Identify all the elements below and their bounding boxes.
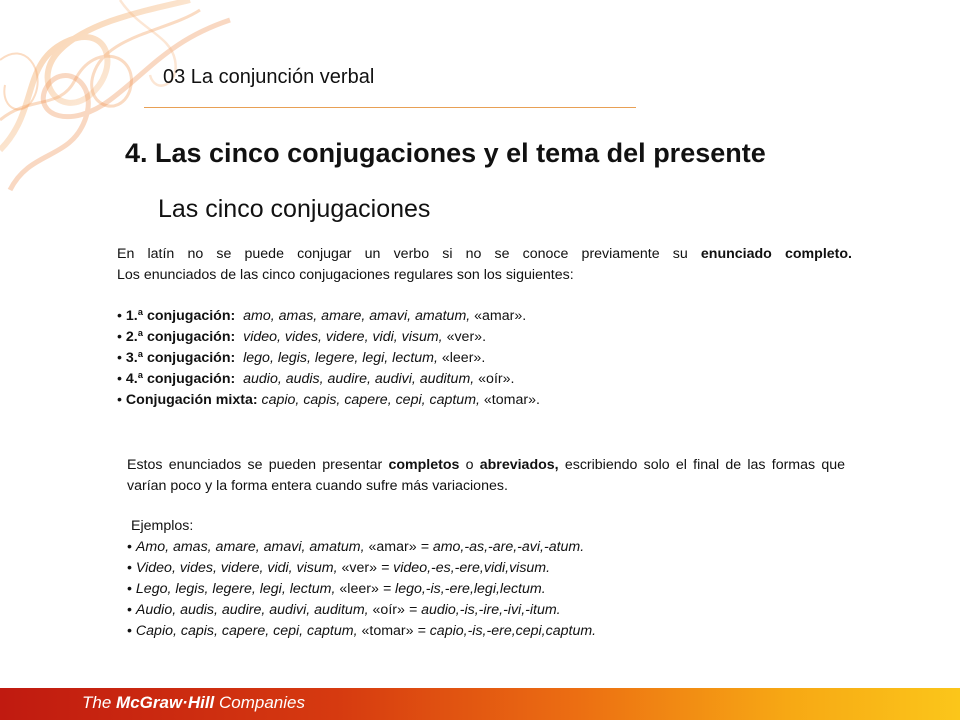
section-subtitle: Las cinco conjugaciones: [158, 195, 431, 223]
intro-emphasis: enunciado completo.: [700, 246, 852, 262]
conjugation-meaning: «ver».: [446, 329, 487, 345]
logo-suffix: Companies: [214, 693, 305, 712]
example-short: = capio,-is,-ere,cepi,captum.: [417, 623, 597, 639]
example-short: = audio,-is,-ire,-ivi,-itum.: [408, 602, 561, 618]
page-title: 4. Las cinco conjugaciones y el tema del presente: [125, 138, 766, 168]
presentation-text: escribiendo solo el final de las formas que varían poco y la forma entera cuando sufre más variaciones.: [127, 457, 846, 494]
conjugation-forms: audio, audis, audire, audivi, auditum,: [243, 371, 475, 387]
list-item: • 4.ª conjugación: audio, audis, audire, audivi, auditum, «oír».: [117, 371, 515, 387]
presentation-emphasis: completos: [388, 457, 460, 473]
list-item: • 2.ª conjugación: video, vides, videre, vidi, visum, «ver».: [117, 329, 487, 345]
list-item: • Amo, amas, amare, amavi, amatum, «amar» = amo,-as,-are,-avi,-atum.: [127, 539, 585, 555]
conjugation-label: 3.ª conjugación:: [125, 350, 236, 366]
conjugation-forms: video, vides, videre, vidi, visum,: [243, 329, 443, 345]
example-full: Capio, capis, capere, cepi, captum,: [135, 623, 358, 639]
example-full: Lego, legis, legere, legi, lectum,: [135, 581, 336, 597]
chapter-label: 03 La conjunción verbal: [163, 66, 375, 88]
list-item: • Audio, audis, audire, audivi, auditum, «oír» = audio,-is,-ire,-ivi,-itum.: [127, 602, 561, 618]
list-item: • Video, vides, videre, vidi, visum, «ver» = video,-es,-ere,vidi,visum.: [127, 560, 551, 576]
example-full: Amo, amas, amare, amavi, amatum,: [135, 539, 365, 555]
presentation-text: o: [459, 457, 480, 473]
conjugation-label: 1.ª conjugación:: [125, 308, 236, 324]
example-meaning: «tomar»: [361, 623, 414, 639]
examples-heading: Ejemplos:: [131, 518, 194, 534]
conjugation-meaning: «tomar».: [483, 392, 540, 408]
example-meaning: «ver»: [341, 560, 377, 576]
conjugation-label: Conjugación mixta:: [125, 392, 258, 408]
conjugation-label: 2.ª conjugación:: [125, 329, 236, 345]
conjugation-label: 4.ª conjugación:: [125, 371, 236, 387]
intro-paragraph: [117, 244, 852, 286]
example-full: Audio, audis, audire, audivi, auditum,: [135, 602, 369, 618]
intro-line-2: Los enunciados de las cinco conjugaciones regulares son los siguientes:: [117, 267, 574, 283]
presentation-paragraph: [127, 455, 845, 497]
logo-prefix: The: [82, 693, 117, 712]
list-item: • Conjugación mixta: capio, capis, capere, cepi, captum, «tomar».: [117, 392, 540, 408]
example-full: Video, vides, videre, vidi, visum,: [135, 560, 338, 576]
example-short: = lego,-is,-ere,legi,lectum.: [382, 581, 546, 597]
header-divider: [144, 107, 636, 108]
intro-text: En latín no se puede conjugar un verbo si no se conoce previamente su: [117, 246, 701, 262]
conjugation-meaning: «leer».: [441, 350, 486, 366]
conjugation-meaning: «amar».: [474, 308, 527, 324]
list-item: • 1.ª conjugación: amo, amas, amare, amavi, amatum, «amar».: [117, 308, 527, 324]
example-meaning: «oír»: [372, 602, 405, 618]
presentation-text: Estos enunciados se pueden presentar: [127, 457, 389, 473]
logo-name: McGraw·Hill: [116, 693, 215, 712]
smoke-decoration: [0, 0, 260, 200]
conjugation-list: [117, 306, 852, 411]
conjugation-forms: lego, legis, legere, legi, lectum,: [243, 350, 438, 366]
examples-list: [127, 537, 845, 642]
conjugation-meaning: «oír».: [478, 371, 515, 387]
list-item: • Capio, capis, capere, cepi, captum, «tomar» = capio,-is,-ere,cepi,captum.: [127, 623, 597, 639]
conjugation-forms: capio, capis, capere, cepi, captum,: [261, 392, 480, 408]
publisher-logo: [82, 693, 305, 713]
example-short: = video,-es,-ere,vidi,visum.: [380, 560, 551, 576]
list-item: • 3.ª conjugación: lego, legis, legere, legi, lectum, «leer».: [117, 350, 486, 366]
list-item: • Lego, legis, legere, legi, lectum, «leer» = lego,-is,-ere,legi,lectum.: [127, 581, 546, 597]
intro-line-1: [117, 244, 852, 265]
example-meaning: «leer»: [339, 581, 379, 597]
footer-bar: [0, 688, 960, 720]
example-meaning: «amar»: [368, 539, 417, 555]
example-short: = amo,-as,-are,-avi,-atum.: [420, 539, 585, 555]
presentation-emphasis: abreviados,: [479, 457, 559, 473]
conjugation-forms: amo, amas, amare, amavi, amatum,: [243, 308, 471, 324]
